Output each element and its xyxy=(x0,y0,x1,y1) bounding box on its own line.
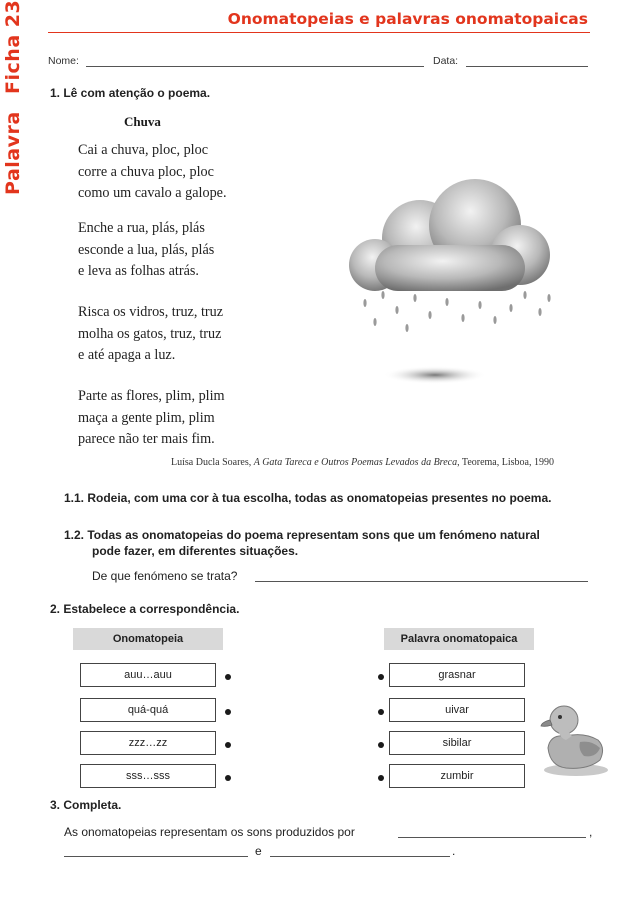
completion-comma: , xyxy=(589,825,593,839)
poem-line: e até apaga a luz. xyxy=(78,347,176,363)
onomatopoeic-word-item: uivar xyxy=(389,698,525,722)
exercise-1-heading: 1. Lê com atenção o poema. xyxy=(50,86,211,100)
onomatopoeia-column-header: Onomatopeia xyxy=(73,628,223,650)
onomatopoeia-item: quá-quá xyxy=(80,698,216,722)
section-label: Palavra xyxy=(2,111,24,195)
side-tab-label xyxy=(2,0,24,195)
onomatopoeic-word-item: zumbir xyxy=(389,764,525,788)
name-field[interactable] xyxy=(86,66,424,67)
completion-text-start: As onomatopeias representam os sons produzidos por xyxy=(64,825,355,839)
sheet-label: Ficha 23 xyxy=(2,0,24,95)
poem-line: Cai a chuva, ploc, ploc xyxy=(78,142,209,158)
completion-blank-1[interactable] xyxy=(398,837,586,838)
poem-line: molha os gatos, truz, truz xyxy=(78,325,222,342)
completion-period: . xyxy=(452,844,456,858)
left-match-dot[interactable] xyxy=(225,775,231,781)
right-match-dot[interactable] xyxy=(378,742,384,748)
date-field[interactable] xyxy=(466,66,588,67)
poem-line: corre a chuva ploc, ploc xyxy=(78,163,214,180)
page-title: Onomatopeias e palavras onomatopaicas xyxy=(227,10,588,28)
right-match-dot[interactable] xyxy=(378,709,384,715)
onomatopoeia-item: zzz…zz xyxy=(80,731,216,755)
question-1-2-line1: 1.2. Todas as onomatopeias do poema representam sons que um fenómeno natural xyxy=(64,528,540,542)
onomatopoeic-word-item: sibilar xyxy=(389,731,525,755)
poem-stanza-4 xyxy=(78,386,225,451)
right-match-dot[interactable] xyxy=(378,674,384,680)
onomatopoeia-item: auu…auu xyxy=(80,663,216,687)
exercise-2-heading: 2. Estabelece a correspondência. xyxy=(50,602,240,616)
poem-title: Chuva xyxy=(124,114,161,129)
poem-line: Risca os vidros, truz, truz xyxy=(78,304,223,320)
left-match-dot[interactable] xyxy=(225,709,231,715)
phenomenon-answer-field[interactable] xyxy=(255,581,588,582)
poem-stanza-1 xyxy=(78,140,227,205)
exercise-3-heading: 3. Completa. xyxy=(50,798,122,812)
completion-blank-2[interactable] xyxy=(64,856,248,857)
poem-line: e leva as folhas atrás. xyxy=(78,263,199,279)
side-tab xyxy=(0,0,26,195)
rain-cloud-icon xyxy=(335,170,575,395)
poem-source xyxy=(171,457,554,468)
source-publisher: , Teorema, Lisboa, 1990 xyxy=(457,457,554,468)
poem-stanza-2 xyxy=(78,218,214,283)
poem-line: parece não ter mais fim. xyxy=(78,431,215,447)
poem-line: Parte as flores, plim, plim xyxy=(78,388,225,404)
header-divider xyxy=(48,32,590,33)
name-label: Nome: xyxy=(48,55,79,67)
poem-line: maça a gente plim, plim xyxy=(78,409,215,426)
onomatopoeic-word-column-header: Palavra onomatopaica xyxy=(384,628,534,650)
poem-line: Enche a rua, plás, plás xyxy=(78,220,205,236)
poem-line: como um cavalo a galope. xyxy=(78,185,227,201)
question-1-2-prompt: De que fenómeno se trata? xyxy=(92,569,238,583)
onomatopoeic-word-item: grasnar xyxy=(389,663,525,687)
question-1-1: 1.1. Rodeia, com uma cor à tua escolha, todas as onomatopeias presentes no poema. xyxy=(64,491,552,505)
poem-stanza-3 xyxy=(78,302,223,367)
source-author: Luísa Ducla Soares, xyxy=(171,457,254,468)
duck-icon xyxy=(540,696,612,778)
completion-blank-3[interactable] xyxy=(270,856,450,857)
left-match-dot[interactable] xyxy=(225,742,231,748)
onomatopoeia-item: sss…sss xyxy=(80,764,216,788)
poem-line: esconde a lua, plás, plás xyxy=(78,241,215,258)
right-match-dot[interactable] xyxy=(378,775,384,781)
source-book: A Gata Tareca e Outros Poemas Levados da Breca xyxy=(253,457,458,468)
left-match-dot[interactable] xyxy=(225,674,231,680)
question-1-2-line2: pode fazer, em diferentes situações. xyxy=(92,544,299,558)
date-label: Data: xyxy=(433,55,459,67)
completion-conjunction: e xyxy=(255,844,262,858)
